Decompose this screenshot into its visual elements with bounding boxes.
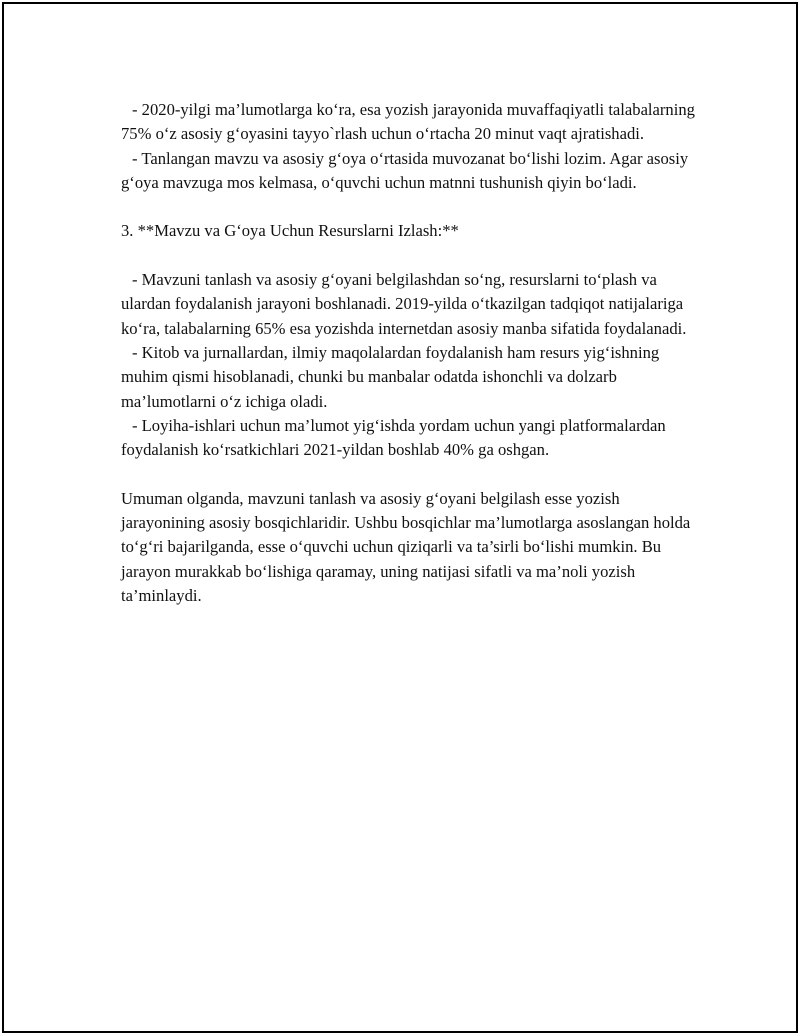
paragraph-spacer <box>121 462 701 486</box>
paragraph-spacer <box>121 195 701 219</box>
bullet-paragraph-4: - Kitob va jurnallardan, ilmiy maqolalardan foydalanish ham resurs yig‘ishning muhim qismi hisoblanadi, chunki bu manbalar odatda ishonchli va dolzarb ma’lumotlarni o‘z ichiga oladi. <box>121 342 660 411</box>
section-heading: 3. **Mavzu va G‘oya Uchun Resurslarni Izlash:** <box>121 221 459 241</box>
bullet-paragraph-5: - Loyiha-ishlari uchun ma’lumot yig‘ishda yordam uchun yangi platformalardan foydalanish ko‘rsatkichlari 2021-yildan boshlab 40% ga oshgan. <box>121 415 666 460</box>
conclusion-paragraph: Umuman olganda, mavzuni tanlash va asosiy g‘oyani belgilash esse yozish jarayonining asosiy bosqichlaridir. Ushbu bosqichlar ma’lumotlarga asoslangan holda to‘g‘ri bajarilganda, esse o‘quvchi uchun qiziqarli va ta’sirli bo‘lishi mumkin. Bu jarayon murakkab bo‘lishiga qaramay, uning natijasi sifatli va ma’noli yozish ta’minlaydi. <box>121 488 691 605</box>
paragraph-spacer <box>121 244 701 268</box>
bullet-paragraph-1: - 2020-yilgi ma’lumotlarga ko‘ra, esa yozish jarayonida muvaffaqiyatli talabalarning 75% o‘z asosiy g‘oyasini tayyo`rlash uchun o‘rtacha 20 minut vaqt ajratishadi. <box>121 100 695 144</box>
document-body <box>121 98 701 608</box>
bullet-paragraph-3: - Mavzuni tanlash va asosiy g‘oyani belgilashdan so‘ng, resurslarni to‘plash va ulardan foydalanish jarayoni boshlanadi. 2019-yilda o‘tkazilgan tadqiqot natijalariga ko‘ra, talabalarning 65% esa yozishda internetdan asosiy manba sifatida foydalanadi. <box>121 270 687 338</box>
page-frame <box>2 2 798 1033</box>
bullet-paragraph-2: - Tanlangan mavzu va asosiy g‘oya o‘rtasida muvozanat bo‘lishi lozim. Agar asosiy g‘oya mavzuga mos kelmasa, o‘quvchi uchun matnni tushunish qiyin bo‘ladi. <box>121 148 689 192</box>
